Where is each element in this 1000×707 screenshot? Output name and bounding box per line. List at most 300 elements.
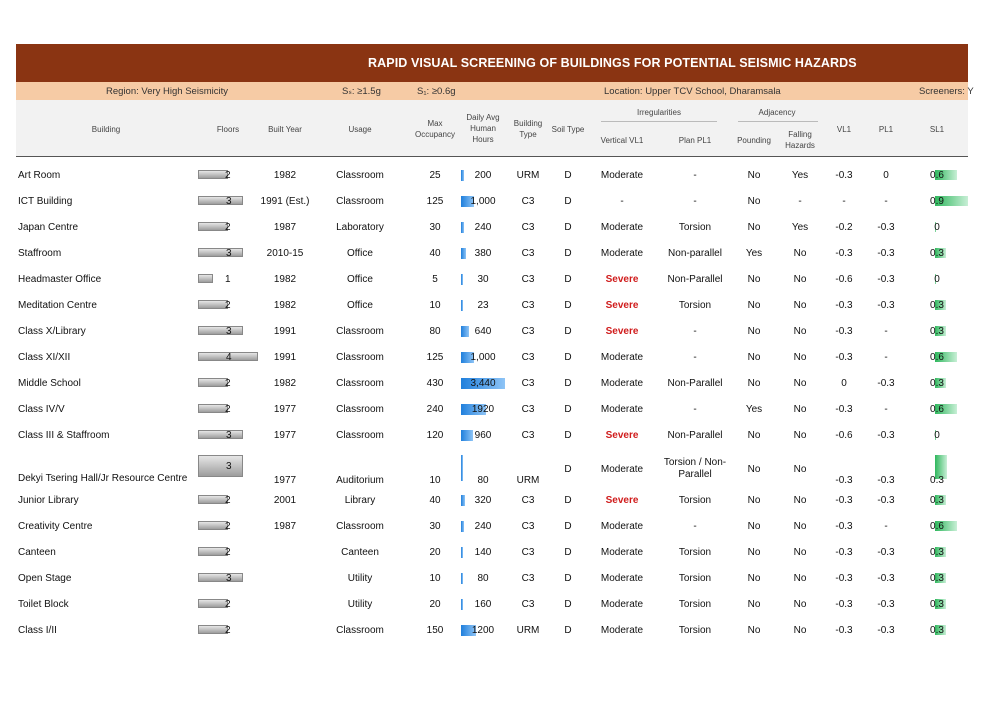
- vl1-cell: -0.3: [835, 404, 853, 415]
- building-type-cell: C3: [521, 404, 535, 415]
- pounding-cell: No: [747, 430, 761, 441]
- plan-irregularity-cell: -: [693, 404, 697, 415]
- max-occupancy-cell: 150: [426, 625, 444, 636]
- floors-cell: 3: [226, 430, 232, 441]
- plan-irregularity-cell: Torsion / Non-Parallel: [663, 457, 727, 480]
- pounding-cell: No: [747, 573, 761, 584]
- sl1-cell: 0.3: [930, 495, 944, 506]
- soil-type-cell: D: [564, 464, 572, 475]
- max-occupancy-cell: 5: [432, 274, 438, 285]
- table-row: [16, 377, 968, 397]
- built-year-cell: 2001: [273, 495, 297, 506]
- built-year-cell: 1991: [273, 352, 297, 363]
- title-bar: [16, 44, 968, 82]
- floors-cell: 3: [226, 461, 232, 472]
- floors-bar: [198, 378, 228, 387]
- soil-type-cell: D: [564, 625, 572, 636]
- falling-hazards-cell: No: [793, 274, 807, 285]
- daily-hours-cell: 640: [474, 326, 492, 337]
- building-name-cell: Middle School: [18, 378, 81, 389]
- building-name-cell: Staffroom: [18, 248, 62, 259]
- col-daily-hours-3: Hours: [472, 135, 494, 144]
- region-label: Region: Very High Seismicity: [106, 86, 228, 97]
- falling-hazards-cell: No: [793, 326, 807, 337]
- pounding-cell: No: [747, 300, 761, 311]
- pounding-cell: No: [747, 599, 761, 610]
- pounding-cell: No: [747, 352, 761, 363]
- vertical-irregularity-cell: Moderate: [600, 378, 644, 389]
- usage-cell: Utility: [347, 573, 373, 584]
- building-name-cell: Class IV/V: [18, 404, 65, 415]
- pounding-cell: No: [747, 170, 761, 181]
- falling-hazards-cell: -: [798, 196, 802, 207]
- building-type-cell: C3: [521, 547, 535, 558]
- pl1-cell: -0.3: [877, 248, 895, 259]
- daily-hours-cell: 1200: [471, 625, 495, 636]
- daily-hours-cell: 1,000: [470, 352, 496, 363]
- floors-bar: [198, 274, 213, 283]
- pounding-cell: No: [747, 274, 761, 285]
- built-year-cell: 1991: [273, 326, 297, 337]
- pl1-cell: -: [884, 352, 888, 363]
- location-label: Location: Upper TCV School, Dharamsala: [604, 86, 781, 97]
- building-name-cell: Class X/Library: [18, 326, 86, 337]
- built-year-cell: 1982: [273, 300, 297, 311]
- pounding-cell: Yes: [745, 404, 763, 415]
- vl1-cell: -0.3: [835, 300, 853, 311]
- building-name-cell: Junior Library: [18, 495, 79, 506]
- plan-irregularity-cell: Torsion: [678, 599, 712, 610]
- max-occupancy-cell: 30: [429, 222, 441, 233]
- daily-hours-cell: 30: [477, 274, 489, 285]
- built-year-cell: 1977: [273, 430, 297, 441]
- pl1-cell: -: [884, 404, 888, 415]
- pl1-cell: -0.3: [877, 599, 895, 610]
- falling-hazards-cell: No: [793, 464, 807, 475]
- floors-cell: 2: [225, 170, 231, 181]
- falling-hazards-cell: No: [793, 495, 807, 506]
- max-occupancy-cell: 40: [429, 495, 441, 506]
- building-name-cell: ICT Building: [18, 196, 73, 207]
- daily-hours-bar: [461, 599, 463, 610]
- adjacency-divider: [738, 121, 818, 122]
- col-max-occupancy-1: Max: [427, 119, 443, 128]
- table-row: [16, 299, 968, 319]
- vertical-irregularity-cell: Moderate: [600, 625, 644, 636]
- daily-hours-bar: [461, 455, 463, 481]
- max-occupancy-cell: 125: [426, 196, 444, 207]
- sl1-cell: 0.6: [930, 170, 944, 181]
- usage-cell: Classroom: [336, 521, 384, 532]
- table-row: [16, 546, 968, 566]
- plan-irregularity-cell: -: [693, 196, 697, 207]
- floors-cell: 2: [225, 625, 231, 636]
- building-type-cell: URM: [516, 170, 540, 181]
- table-row: [16, 169, 968, 189]
- floors-bar: [198, 495, 228, 504]
- usage-cell: Classroom: [336, 625, 384, 636]
- irregularities-divider: [601, 121, 717, 122]
- daily-hours-cell: 23: [477, 300, 489, 311]
- floors-cell: 2: [225, 547, 231, 558]
- building-name-cell: Headmaster Office: [18, 274, 102, 285]
- plan-irregularity-cell: -: [693, 170, 697, 181]
- vertical-irregularity-cell: Moderate: [600, 573, 644, 584]
- daily-hours-cell: 140: [474, 547, 492, 558]
- building-type-cell: C3: [521, 430, 535, 441]
- plan-irregularity-cell: Torsion: [678, 222, 712, 233]
- daily-hours-bar: [461, 430, 473, 441]
- col-building: Building: [91, 125, 121, 134]
- pounding-cell: No: [747, 326, 761, 337]
- building-type-cell: C3: [521, 495, 535, 506]
- max-occupancy-cell: 40: [429, 248, 441, 259]
- max-occupancy-cell: 20: [429, 599, 441, 610]
- daily-hours-cell: 80: [477, 573, 489, 584]
- table-row: [16, 351, 968, 371]
- daily-hours-cell: 1,000: [470, 196, 496, 207]
- plan-irregularity-cell: Non-Parallel: [667, 378, 723, 389]
- info-bar: [16, 82, 974, 100]
- building-name-cell: Toilet Block: [18, 599, 69, 610]
- falling-hazards-cell: No: [793, 521, 807, 532]
- vl1-cell: -: [842, 196, 846, 207]
- soil-type-cell: D: [564, 547, 572, 558]
- soil-type-cell: D: [564, 170, 572, 181]
- screening-sheet: [16, 44, 974, 684]
- pounding-cell: No: [747, 625, 761, 636]
- usage-cell: Classroom: [336, 326, 384, 337]
- floors-cell: 4: [226, 352, 232, 363]
- col-floors: Floors: [216, 125, 240, 134]
- table-row: [16, 221, 968, 241]
- floors-bar: [198, 599, 228, 608]
- max-occupancy-cell: 10: [429, 475, 441, 486]
- soil-type-cell: D: [564, 222, 572, 233]
- table-row: [16, 494, 968, 514]
- daily-hours-bar: [461, 573, 463, 584]
- plan-irregularity-cell: Torsion: [678, 300, 712, 311]
- soil-type-cell: D: [564, 196, 572, 207]
- building-type-cell: C3: [521, 196, 535, 207]
- col-daily-hours-2: Human: [470, 124, 496, 133]
- vl1-cell: -0.3: [835, 625, 853, 636]
- pounding-cell: No: [747, 521, 761, 532]
- floors-bar: [198, 625, 228, 634]
- soil-type-cell: D: [564, 521, 572, 532]
- vl1-cell: -0.3: [835, 599, 853, 610]
- soil-type-cell: D: [564, 248, 572, 259]
- daily-hours-cell: 1920: [471, 404, 495, 415]
- pl1-cell: -0.3: [877, 625, 895, 636]
- daily-hours-bar: [461, 495, 465, 506]
- pl1-cell: -0.3: [877, 222, 895, 233]
- vertical-irregularity-cell: Moderate: [600, 464, 644, 475]
- table-row: [16, 247, 968, 267]
- falling-hazards-cell: No: [793, 547, 807, 558]
- daily-hours-cell: 80: [477, 475, 489, 486]
- vl1-cell: -0.3: [835, 326, 853, 337]
- max-occupancy-cell: 240: [426, 404, 444, 415]
- building-type-cell: C3: [521, 378, 535, 389]
- usage-cell: Office: [347, 274, 373, 285]
- floors-bar: [198, 455, 243, 477]
- building-name-cell: Japan Centre: [18, 222, 79, 233]
- pounding-cell: Yes: [745, 248, 763, 259]
- pl1-cell: -: [884, 521, 888, 532]
- col-built-year: Built Year: [268, 125, 302, 134]
- floors-bar: [198, 300, 228, 309]
- floors-cell: 3: [226, 248, 232, 259]
- col-irregularities: Irregularities: [636, 108, 682, 117]
- col-daily-hours-1: Daily Avg: [466, 113, 500, 122]
- floors-bar: [198, 222, 228, 231]
- floors-bar: [198, 404, 228, 413]
- building-name-cell: Class III & Staffroom: [18, 430, 110, 441]
- plan-irregularity-cell: -: [693, 521, 697, 532]
- floors-bar: [198, 326, 243, 335]
- table-row: [16, 457, 968, 488]
- soil-type-cell: D: [564, 495, 572, 506]
- daily-hours-bar: [461, 248, 466, 259]
- plan-irregularity-cell: Non-parallel: [668, 248, 722, 259]
- daily-hours-bar: [461, 547, 463, 558]
- building-type-cell: C3: [521, 248, 535, 259]
- soil-type-cell: D: [564, 274, 572, 285]
- sl1-cell: 0.9: [930, 196, 944, 207]
- sl1-cell: 0.3: [930, 326, 944, 337]
- daily-hours-cell: 160: [474, 599, 492, 610]
- s1-label: S₁: ≥0.6g: [417, 86, 456, 97]
- max-occupancy-cell: 25: [429, 170, 441, 181]
- max-occupancy-cell: 80: [429, 326, 441, 337]
- falling-hazards-cell: No: [793, 300, 807, 311]
- vertical-irregularity-cell: Severe: [605, 326, 639, 337]
- soil-type-cell: D: [564, 573, 572, 584]
- usage-cell: Utility: [347, 599, 373, 610]
- sl1-cell: 0.3: [930, 599, 944, 610]
- vertical-irregularity-cell: Severe: [605, 300, 639, 311]
- built-year-cell: 1987: [273, 521, 297, 532]
- daily-hours-bar: [461, 222, 464, 233]
- building-name-cell: Creativity Centre: [18, 521, 93, 532]
- pl1-cell: -0.3: [877, 547, 895, 558]
- soil-type-cell: D: [564, 404, 572, 415]
- built-year-cell: 1982: [273, 378, 297, 389]
- col-plan: Plan PL1: [678, 136, 712, 145]
- vl1-cell: -0.3: [835, 170, 853, 181]
- building-type-cell: C3: [521, 222, 535, 233]
- sl1-cell: 0.3: [930, 248, 944, 259]
- pounding-cell: No: [747, 378, 761, 389]
- vertical-irregularity-cell: Moderate: [600, 352, 644, 363]
- vl1-cell: 0: [841, 378, 847, 389]
- soil-type-cell: D: [564, 430, 572, 441]
- floors-cell: 3: [226, 196, 232, 207]
- pl1-cell: -0.3: [877, 495, 895, 506]
- plan-irregularity-cell: Non-Parallel: [667, 274, 723, 285]
- building-type-cell: URM: [516, 475, 540, 486]
- col-vl1: VL1: [836, 125, 852, 134]
- table-row: [16, 195, 968, 215]
- vertical-irregularity-cell: Severe: [605, 274, 639, 285]
- daily-hours-cell: 960: [474, 430, 492, 441]
- col-soil-type: Soil Type: [551, 125, 585, 134]
- floors-cell: 3: [226, 326, 232, 337]
- daily-hours-cell: 240: [474, 521, 492, 532]
- pl1-cell: -0.3: [877, 274, 895, 285]
- vertical-irregularity-cell: Moderate: [600, 404, 644, 415]
- pounding-cell: No: [747, 547, 761, 558]
- building-name-cell: Meditation Centre: [18, 300, 97, 311]
- sheet-title: RAPID VISUAL SCREENING OF BUILDINGS FOR POTENTIAL SEISMIC HAZARDS: [368, 56, 857, 70]
- table-row: [16, 325, 968, 345]
- floors-cell: 2: [225, 599, 231, 610]
- built-year-cell: 1982: [273, 170, 297, 181]
- plan-irregularity-cell: Torsion: [678, 495, 712, 506]
- daily-hours-bar: [461, 274, 463, 285]
- vertical-irregularity-cell: Severe: [605, 430, 639, 441]
- floors-bar: [198, 547, 228, 556]
- vl1-cell: -0.3: [835, 573, 853, 584]
- daily-hours-bar: [461, 170, 464, 181]
- table-row: [16, 572, 968, 592]
- col-building-type-2: Type: [519, 130, 537, 139]
- pl1-cell: -: [884, 196, 888, 207]
- sl1-cell: 0.3: [930, 475, 944, 486]
- sl1-cell: 0.3: [930, 547, 944, 558]
- usage-cell: Classroom: [336, 170, 384, 181]
- built-year-cell: 1987: [273, 222, 297, 233]
- vl1-cell: -0.3: [835, 475, 853, 486]
- max-occupancy-cell: 30: [429, 521, 441, 532]
- vertical-irregularity-cell: -: [620, 196, 624, 207]
- floors-bar: [198, 248, 243, 257]
- falling-hazards-cell: Yes: [791, 170, 809, 181]
- falling-hazards-cell: No: [793, 248, 807, 259]
- plan-irregularity-cell: -: [693, 326, 697, 337]
- max-occupancy-cell: 430: [426, 378, 444, 389]
- vertical-irregularity-cell: Severe: [605, 495, 639, 506]
- falling-hazards-cell: No: [793, 430, 807, 441]
- daily-hours-bar: [461, 521, 464, 532]
- pl1-cell: -0.3: [877, 430, 895, 441]
- sl1-cell: 0.6: [930, 521, 944, 532]
- building-type-cell: C3: [521, 521, 535, 532]
- usage-cell: Library: [344, 495, 376, 506]
- col-pl1: PL1: [878, 125, 894, 134]
- falling-hazards-cell: Yes: [791, 222, 809, 233]
- max-occupancy-cell: 20: [429, 547, 441, 558]
- max-occupancy-cell: 10: [429, 573, 441, 584]
- usage-cell: Canteen: [341, 547, 379, 558]
- building-type-cell: C3: [521, 274, 535, 285]
- col-building-type-1: Building: [513, 119, 543, 128]
- table-row: [16, 624, 968, 644]
- daily-hours-cell: 3,440: [470, 378, 496, 389]
- soil-type-cell: D: [564, 352, 572, 363]
- col-usage: Usage: [348, 125, 372, 134]
- table-row: [16, 273, 968, 293]
- sl1-cell: 0.6: [930, 352, 944, 363]
- floors-cell: 2: [225, 404, 231, 415]
- col-max-occupancy-2: Occupancy: [414, 130, 456, 139]
- floors-bar: [198, 170, 228, 179]
- building-type-cell: C3: [521, 326, 535, 337]
- usage-cell: Laboratory: [336, 222, 384, 233]
- falling-hazards-cell: No: [793, 404, 807, 415]
- daily-hours-bar: [461, 300, 463, 311]
- vl1-cell: -0.3: [835, 521, 853, 532]
- building-name-cell: Art Room: [18, 170, 61, 181]
- daily-hours-cell: 320: [474, 495, 492, 506]
- vertical-irregularity-cell: Moderate: [600, 521, 644, 532]
- pl1-cell: -: [884, 326, 888, 337]
- building-name-cell: Class I/II: [18, 625, 57, 636]
- building-name-cell: Canteen: [18, 547, 56, 558]
- table-row: [16, 429, 968, 449]
- falling-hazards-cell: No: [793, 573, 807, 584]
- vertical-irregularity-cell: Moderate: [600, 599, 644, 610]
- table-row: [16, 403, 968, 423]
- col-falling-1: Falling: [788, 130, 812, 139]
- built-year-cell: 1977: [273, 404, 297, 415]
- soil-type-cell: D: [564, 300, 572, 311]
- vertical-irregularity-cell: Moderate: [600, 222, 644, 233]
- plan-irregularity-cell: Torsion: [678, 625, 712, 636]
- max-occupancy-cell: 10: [429, 300, 441, 311]
- daily-hours-cell: 380: [474, 248, 492, 259]
- col-falling-2: Hazards: [785, 141, 815, 150]
- sl1-cell: 0.6: [930, 404, 944, 415]
- vl1-cell: -0.2: [835, 222, 853, 233]
- daily-hours-cell: 240: [474, 222, 492, 233]
- usage-cell: Classroom: [336, 430, 384, 441]
- floors-cell: 3: [226, 573, 232, 584]
- plan-irregularity-cell: Torsion: [678, 573, 712, 584]
- col-vertical: Vertical VL1: [600, 136, 644, 145]
- usage-cell: Classroom: [336, 196, 384, 207]
- daily-hours-bar: [461, 326, 469, 337]
- vl1-cell: -0.3: [835, 352, 853, 363]
- col-adjacency: Adjacency: [758, 108, 796, 117]
- pounding-cell: No: [747, 222, 761, 233]
- building-type-cell: C3: [521, 573, 535, 584]
- usage-cell: Office: [347, 248, 373, 259]
- built-year-cell: 2010-15: [266, 248, 304, 259]
- table-row: [16, 598, 968, 618]
- vl1-cell: -0.3: [835, 495, 853, 506]
- max-occupancy-cell: 125: [426, 352, 444, 363]
- pounding-cell: No: [747, 495, 761, 506]
- plan-irregularity-cell: Non-Parallel: [667, 430, 723, 441]
- building-name-cell: Open Stage: [18, 573, 72, 584]
- table-header: [16, 100, 968, 157]
- vl1-cell: -0.6: [835, 274, 853, 285]
- pl1-cell: -0.3: [877, 300, 895, 311]
- col-sl1: SL1: [929, 125, 945, 134]
- pl1-cell: -0.3: [877, 378, 895, 389]
- sl1-cell: 0.3: [930, 300, 944, 311]
- pounding-cell: No: [747, 464, 761, 475]
- sl1-cell: 0: [934, 222, 940, 233]
- building-name-cell: Class XI/XII: [18, 352, 71, 363]
- floors-cell: 2: [225, 378, 231, 389]
- vl1-cell: -0.6: [835, 430, 853, 441]
- usage-cell: Classroom: [336, 404, 384, 415]
- falling-hazards-cell: No: [793, 378, 807, 389]
- usage-cell: Classroom: [336, 352, 384, 363]
